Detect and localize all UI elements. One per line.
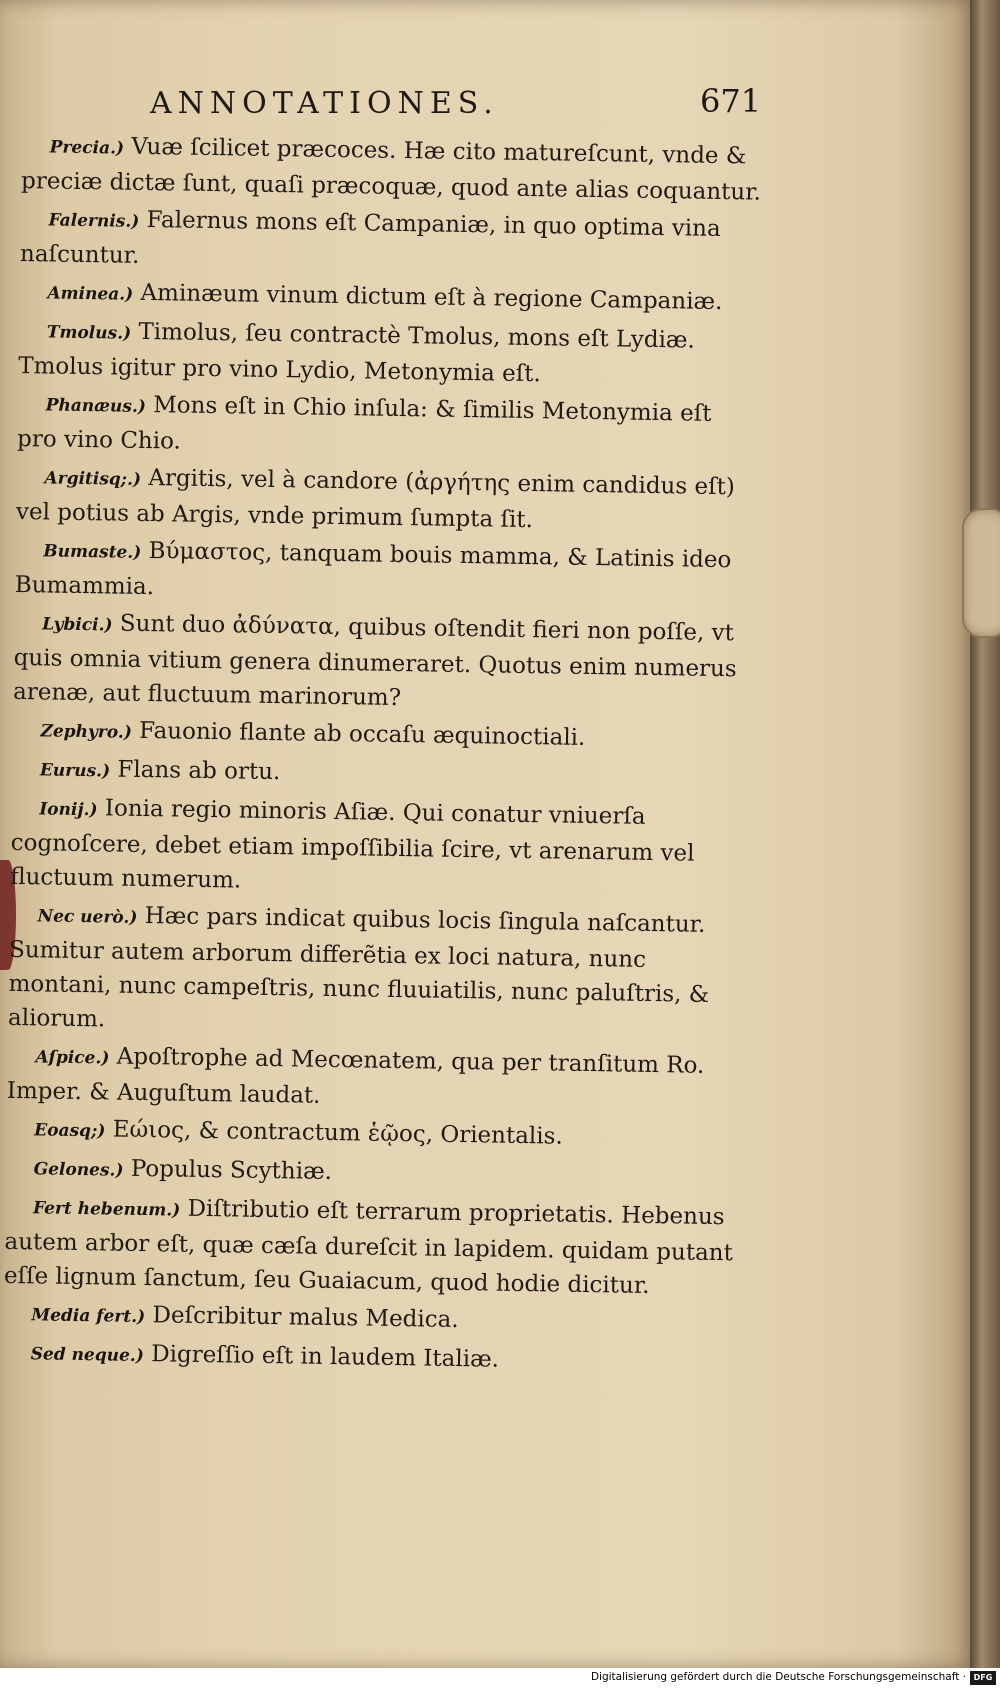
gloss: Diſtributio eſt terrarum proprietatis. Hebenus autem arbor eſt, quæ cæſa dureſcit in lapidem. quidam putant eſſe lignum ſanctum, ſeu Guaiacum, quod hodie dicitur. [3, 1195, 734, 1299]
annotation-entry [7, 1038, 748, 1120]
gloss: Flans ab ortu. [117, 756, 281, 786]
annotation-entry [2, 1335, 742, 1383]
gloss: Deſcribitur malus Medica. [152, 1302, 459, 1334]
page-number: 671 [700, 82, 762, 120]
lemma: Eoasq;) [34, 1120, 106, 1142]
annotation-entry [18, 313, 759, 395]
gloss: Βύμαστος, tanquam bouis mamma, & Latinis ideo Bumammia. [14, 538, 732, 601]
annotation-entry [16, 459, 757, 541]
gloss: Digreſſio eſt in laudem Italiæ. [150, 1341, 500, 1373]
book-fore-edge [970, 0, 1000, 1668]
lemma: Aſpice.) [35, 1047, 110, 1069]
gloss: Ionia regio minoris Aſiæ. Qui conatur vniuerſa cognoſcere, debet etiam impoſſibilia ſcire, vt arenarum vel fluctuum numerum. [10, 795, 695, 894]
lemma: Gelones.) [33, 1159, 124, 1181]
annotation-entry [20, 201, 761, 283]
annotations-list [2, 128, 761, 1385]
lemma: Lybici.) [42, 614, 113, 636]
lemma: Sed neque.) [30, 1344, 144, 1367]
gloss: Fauonio flante ab occaſu æquinoctiali. [138, 717, 586, 751]
annotation-entry [17, 386, 758, 468]
lemma: Argitisq;.) [44, 468, 142, 490]
gloss: Sunt duo ἀδύνατα, quibus oſtendit fieri non poſſe, vt quis omnia vitium genera dinumeraret. Quotus enim numerus arenæ, aut fluctuum marinorum? [12, 610, 737, 712]
gloss: Populus Scythiæ. [130, 1155, 333, 1185]
lemma: Precia.) [49, 137, 125, 159]
lemma: Falernis.) [48, 210, 140, 232]
running-head: ANNOTATIONES. [150, 86, 499, 121]
annotation-entry [21, 128, 762, 210]
lemma: Nec uerò.) [37, 906, 138, 928]
gloss: Εώιος, & contractum ἑῷος, Orientalis. [112, 1116, 563, 1150]
annotation-entry [15, 532, 756, 614]
lemma: Tmolus.) [46, 322, 132, 344]
lemma: Bumaste.) [43, 541, 142, 563]
gloss: Mons eſt in Chio inſula: & ſimilis Metonymia eſt pro vino Chio. [16, 392, 712, 455]
lemma: Zephyro.) [40, 721, 132, 743]
lemma: Fert hebenum.) [32, 1198, 181, 1221]
annotation-entry [10, 790, 752, 906]
gloss: Timolus, ſeu contractè Tmolus, mons eſt Lydiæ. Tmolus igitur pro vino Lydio, Metonymia eſt. [18, 318, 696, 388]
annotation-entry [13, 605, 755, 721]
dfg-logo-icon: DFG [970, 1671, 996, 1685]
annotation-entry [8, 897, 750, 1047]
lemma: Aminea.) [47, 283, 134, 305]
gloss: Apoſtrophe ad Mecœnatem, qua per tranſitum Ro. Imper. & Auguſtum laudat. [6, 1043, 705, 1109]
gloss: Aminæum vinum dictum eſt à regione Campaniæ. [140, 279, 723, 316]
lemma: Eurus.) [39, 760, 111, 782]
book-clasp [962, 508, 1000, 638]
funding-credit: Digitalisierung gefördert durch die Deutsche Forschungsgemeinschaft · [590, 1671, 966, 1683]
lemma: Media fert.) [31, 1305, 146, 1328]
gloss: Falernus mons eſt Campaniæ, in quo optima vina naſcuntur. [19, 206, 721, 269]
gloss: Hæc pars indicat quibus locis ſingula naſcantur. Sumitur autem arborum differẽtia ex loci natura, nunc montani, nunc campeſtris, nunc fluuiatilis, nunc paluſtris, & aliorum. [7, 903, 710, 1033]
page-header [0, 82, 975, 126]
lemma: Ionij.) [39, 799, 98, 821]
footer-bar [0, 1668, 1000, 1688]
gloss: Vuæ ſcilicet præcoces. Hæ cito matureſcunt, vnde & preciæ dictæ ſunt, quaſi præcoquæ, quod ante alias coquantur. [20, 133, 762, 206]
lemma: Phanæus.) [45, 395, 147, 417]
gloss: Argitis, vel à candore (ἀργήτης enim candidus eſt) vel potius ab Argis, vnde primum ſumpta ſit. [15, 465, 735, 534]
annotation-entry [4, 1189, 746, 1305]
